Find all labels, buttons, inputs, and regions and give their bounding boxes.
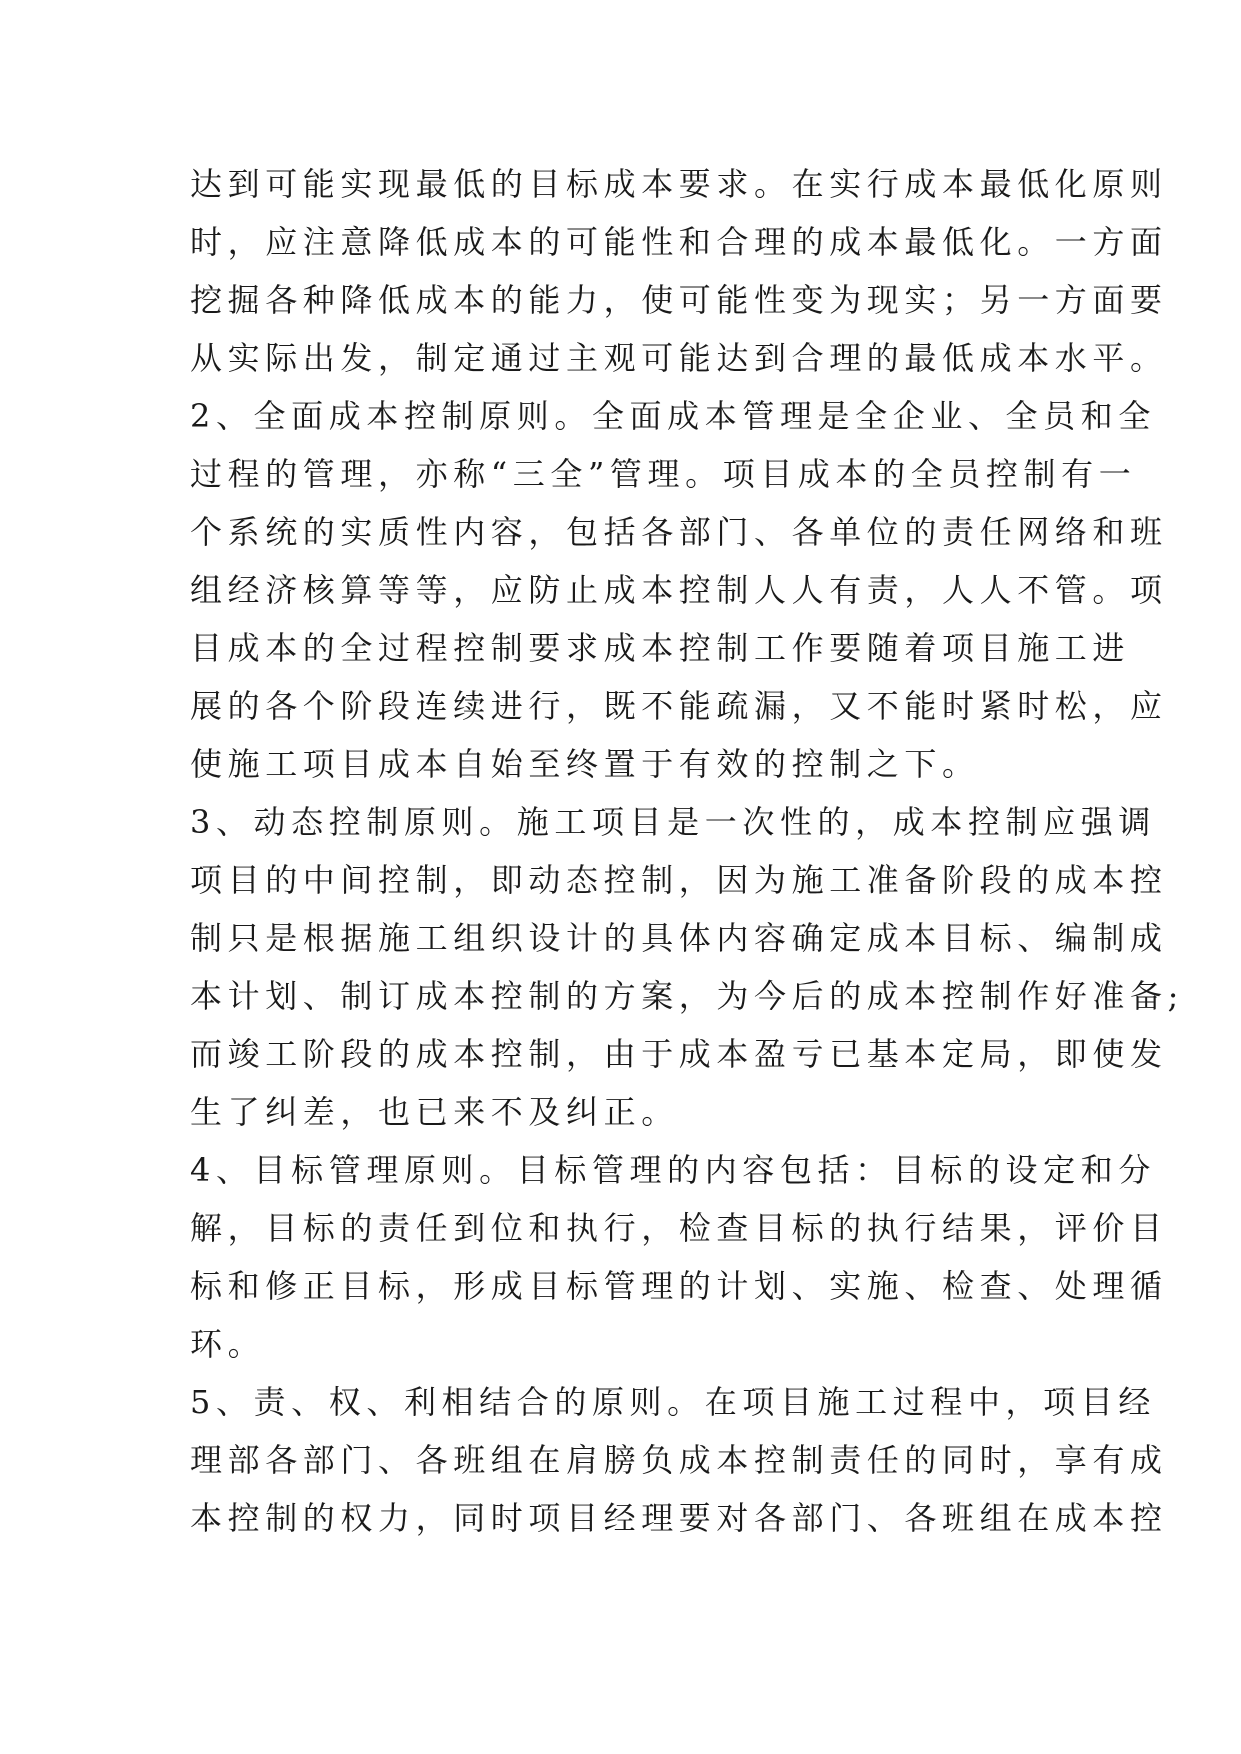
text-line: 2、全面成本控制原则。全面成本管理是全企业、全员和全 xyxy=(190,397,1156,435)
text-line: 展的各个阶段连续进行，既不能疏漏，又不能时紧时松，应 xyxy=(190,687,1168,725)
text-line: 生了纠差，也已来不及纠正。 xyxy=(190,1093,679,1131)
text-line: 4、目标管理原则。目标管理的内容包括：目标的设定和分 xyxy=(190,1151,1156,1189)
text-line: 制只是根据施工组织设计的具体内容确定成本目标、编制成 xyxy=(190,919,1168,957)
text-line: 环。 xyxy=(190,1325,266,1363)
text-line: 而竣工阶段的成本控制，由于成本盈亏已基本定局，即使发 xyxy=(190,1035,1168,1073)
text-line: 3、动态控制原则。施工项目是一次性的，成本控制应强调 xyxy=(190,803,1156,841)
text-line: 解，目标的责任到位和执行，检查目标的执行结果，评价目 xyxy=(190,1209,1168,1247)
text-line: 个系统的实质性内容，包括各部门、各单位的责任网络和班 xyxy=(190,513,1168,551)
text-line: 目成本的全过程控制要求成本控制工作要随着项目施工进 xyxy=(190,629,1131,667)
text-line: 从实际出发，制定通过主观可能达到合理的最低成本水平。 xyxy=(190,339,1168,377)
text-line: 本计划、制订成本控制的方案，为今后的成本控制作好准备; xyxy=(190,977,1184,1015)
text-line: 理部各部门、各班组在肩膀负成本控制责任的同时，享有成 xyxy=(190,1441,1168,1479)
text-line: 达到可能实现最低的目标成本要求。在实行成本最低化原则 xyxy=(190,165,1168,203)
text-line: 挖掘各种降低成本的能力，使可能性变为现实；另一方面要 xyxy=(190,281,1168,319)
text-line: 5、责、权、利相结合的原则。在项目施工过程中，项目经 xyxy=(190,1383,1156,1421)
text-line: 标和修正目标，形成目标管理的计划、实施、检查、处理循 xyxy=(190,1267,1168,1305)
text-line: 时，应注意降低成本的可能性和合理的成本最低化。一方面 xyxy=(190,223,1168,261)
text-line: 使施工项目成本自始至终置于有效的控制之下。 xyxy=(190,745,980,783)
text-line: 本控制的权力，同时项目经理要对各部门、各班组在成本控 xyxy=(190,1499,1168,1537)
text-line: 项目的中间控制，即动态控制，因为施工准备阶段的成本控 xyxy=(190,861,1168,899)
text-line: 过程的管理，亦称“三全”管理。项目成本的全员控制有一 xyxy=(190,455,1137,493)
document-body xyxy=(190,155,1184,1547)
text-line: 组经济核算等等，应防止成本控制人人有责，人人不管。项 xyxy=(190,571,1168,609)
